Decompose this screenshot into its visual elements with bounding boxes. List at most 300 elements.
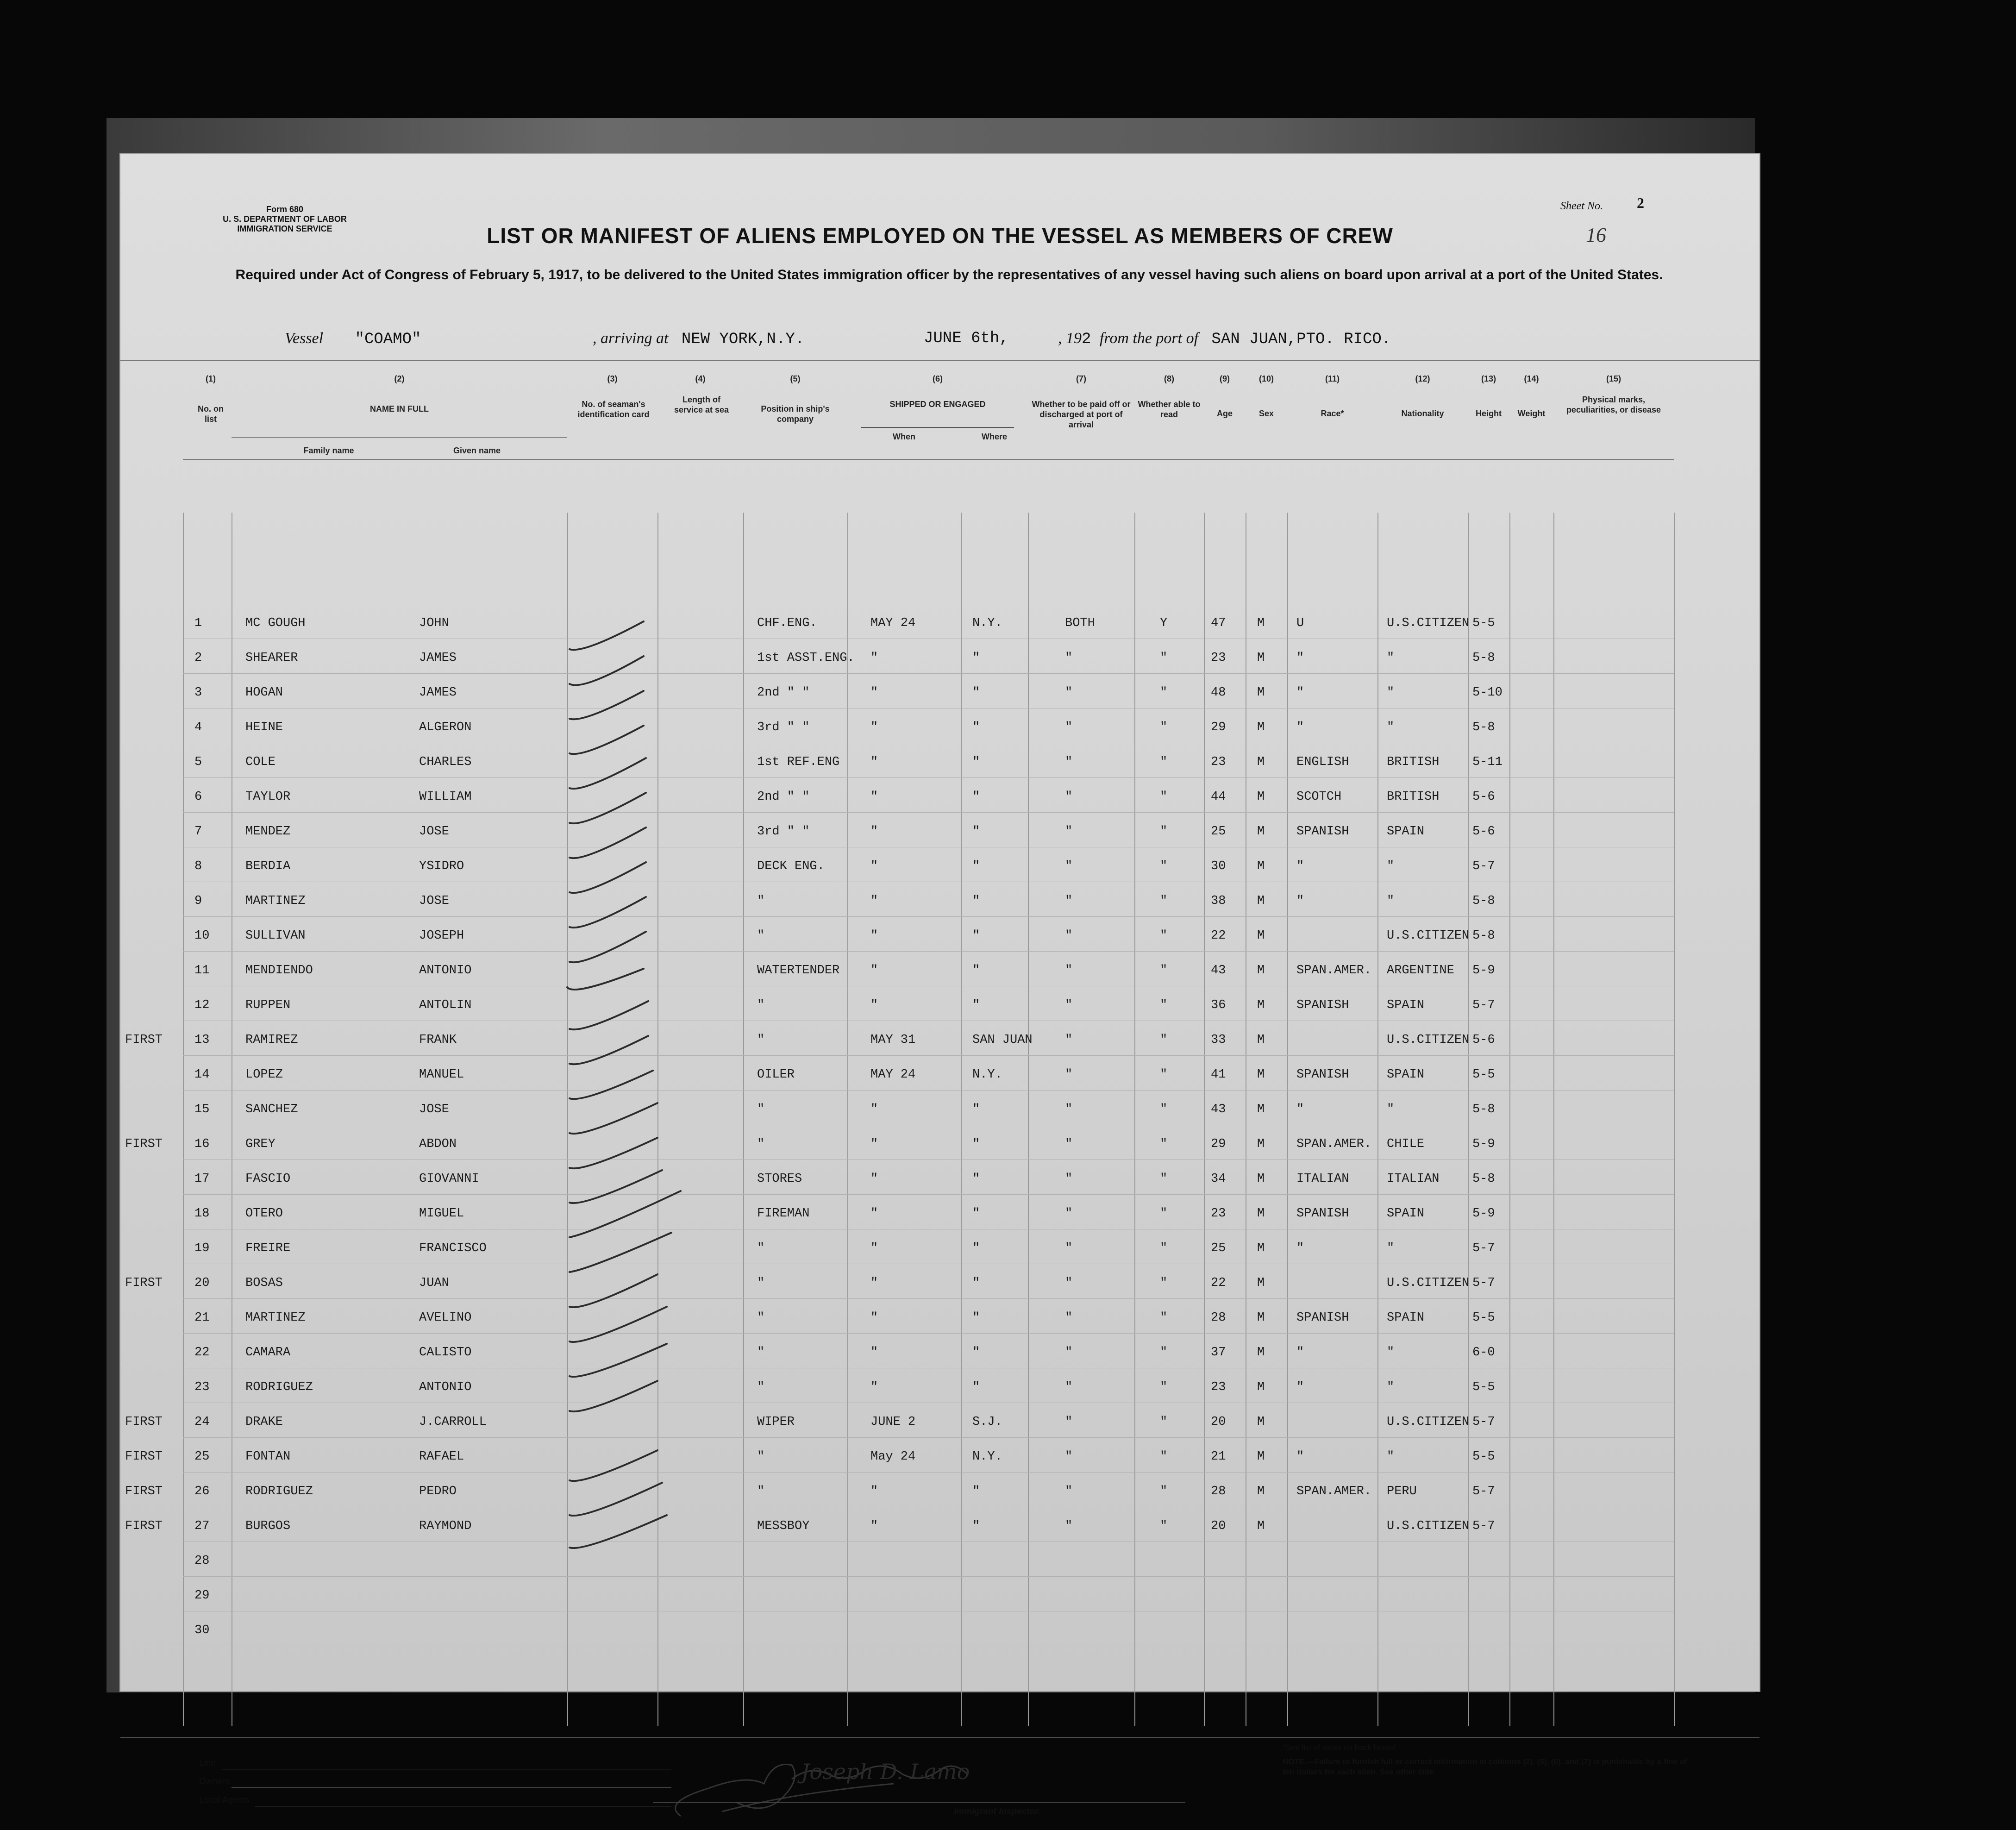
given-name: WILLIAM: [419, 790, 472, 804]
able-to-read: ": [1160, 1068, 1168, 1082]
height: 5-8: [1472, 1172, 1495, 1186]
height: 5-7: [1472, 1241, 1495, 1255]
shipped-when: ": [870, 721, 878, 734]
row-number: 7: [194, 825, 202, 839]
nationality: ": [1387, 1241, 1395, 1255]
header-height: Height: [1476, 409, 1502, 418]
position: ": [757, 1241, 765, 1255]
row-number: 6: [194, 790, 202, 804]
table-row: [120, 853, 1759, 888]
age: 29: [1211, 1137, 1226, 1151]
shipped-where: ": [972, 1311, 980, 1325]
nationality: U.S.CITIZEN: [1387, 1033, 1470, 1047]
row-number: 25: [194, 1450, 210, 1464]
row-number: 12: [194, 998, 210, 1012]
table-row: [120, 1096, 1759, 1131]
age: 34: [1211, 1172, 1226, 1186]
race: ": [1296, 1346, 1304, 1360]
header-physical-marks: Physical marks, peculiarities, or disease: [1566, 395, 1661, 414]
family-name: RAMIREZ: [245, 1033, 298, 1047]
row-number: 8: [194, 859, 202, 873]
age: 29: [1211, 721, 1226, 734]
age: 22: [1211, 1276, 1226, 1290]
shipped-when: ": [870, 1276, 878, 1290]
height: 5-10: [1472, 686, 1503, 700]
able-to-read: ": [1160, 1519, 1168, 1533]
height: 5-7: [1472, 1415, 1495, 1429]
family-name: LOPEZ: [245, 1068, 283, 1082]
nationality: SPAIN: [1387, 1207, 1425, 1221]
race: ": [1296, 1380, 1304, 1394]
header-weight: Weight: [1517, 409, 1546, 418]
family-name: CAMARA: [245, 1346, 291, 1360]
col-num-7: (7): [1076, 374, 1086, 383]
row-number: 2: [194, 651, 202, 665]
paid-off: ": [1065, 1311, 1073, 1325]
family-name: RODRIGUEZ: [245, 1485, 313, 1498]
family-name: GREY: [245, 1137, 275, 1151]
row-number: 17: [194, 1172, 210, 1186]
position: 1st REF.ENG: [757, 755, 840, 769]
header-family-name: Family name: [303, 446, 354, 455]
age: 20: [1211, 1519, 1226, 1533]
height: 5-5: [1472, 1311, 1495, 1325]
given-name: MIGUEL: [419, 1207, 464, 1221]
height: 5-11: [1472, 755, 1503, 769]
given-name: CALISTO: [419, 1346, 472, 1360]
sex: M: [1257, 1172, 1265, 1186]
height: 5-8: [1472, 651, 1495, 665]
position: ": [757, 998, 765, 1012]
able-to-read: ": [1160, 998, 1168, 1012]
form-number: Form 680: [266, 205, 304, 214]
age: 20: [1211, 1415, 1226, 1429]
given-name: JOSE: [419, 825, 449, 839]
paid-off: BOTH: [1065, 616, 1095, 630]
row-number: 24: [194, 1415, 210, 1429]
row-number: 9: [194, 894, 202, 908]
race: ": [1296, 651, 1304, 665]
family-name: RUPPEN: [245, 998, 291, 1012]
col-num-2: (2): [394, 374, 405, 383]
year-suffix: 2: [1082, 331, 1091, 348]
shipped-when: ": [870, 1103, 878, 1116]
able-to-read: ": [1160, 1311, 1168, 1325]
age: 43: [1211, 1103, 1226, 1116]
age: 25: [1211, 825, 1226, 839]
sex: M: [1257, 1311, 1265, 1325]
table-row: [120, 992, 1759, 1027]
paid-off: ": [1065, 1276, 1073, 1290]
position: ": [757, 1276, 765, 1290]
race: SPANISH: [1296, 1068, 1349, 1082]
family-name: SULLIVAN: [245, 929, 306, 943]
line-label: Line: [199, 1758, 216, 1768]
position: ": [757, 1346, 765, 1360]
sex: M: [1257, 1068, 1265, 1082]
race: SPAN.AMER.: [1296, 1485, 1372, 1498]
nationality: ": [1387, 1103, 1395, 1116]
paid-off: ": [1065, 998, 1073, 1012]
table-row: [120, 1131, 1759, 1166]
family-name: FONTAN: [245, 1450, 291, 1464]
sheet-label: Sheet No.: [1560, 200, 1603, 212]
race: ": [1296, 1450, 1304, 1464]
able-to-read: ": [1160, 721, 1168, 734]
table-row: [120, 645, 1759, 679]
height: 5-5: [1472, 1450, 1495, 1464]
table-row: [120, 1339, 1759, 1374]
family-name: FASCIO: [245, 1172, 291, 1186]
given-name: J.CARROLL: [419, 1415, 487, 1429]
age: 28: [1211, 1485, 1226, 1498]
able-to-read: ": [1160, 651, 1168, 665]
sex: M: [1257, 1241, 1265, 1255]
shipped-where: ": [972, 1137, 980, 1151]
inspector-label: Immigrant Inspector.: [954, 1807, 1040, 1817]
paid-off: ": [1065, 1415, 1073, 1429]
position: FIREMAN: [757, 1207, 810, 1221]
header-when: When: [893, 432, 915, 441]
sex: M: [1257, 1033, 1265, 1047]
paid-off: ": [1065, 721, 1073, 734]
position: DECK ENG.: [757, 859, 825, 873]
race: SPANISH: [1296, 1311, 1349, 1325]
from-label: from the port of: [1099, 330, 1199, 347]
given-name: MANUEL: [419, 1068, 464, 1082]
paid-off: ": [1065, 894, 1073, 908]
paid-off: ": [1065, 686, 1073, 700]
header-given-name: Given name: [453, 446, 501, 455]
position: 2nd " ": [757, 790, 810, 804]
position: WIPER: [757, 1415, 795, 1429]
row-number: 22: [194, 1346, 210, 1360]
row-note: FIRST: [125, 1033, 163, 1047]
given-name: ABDON: [419, 1137, 457, 1151]
family-name: SHEARER: [245, 651, 298, 665]
shipped-where: ": [972, 651, 980, 665]
height: 5-7: [1472, 1519, 1495, 1533]
col-num-6: (6): [933, 374, 943, 383]
age: 22: [1211, 929, 1226, 943]
nationality: PERU: [1387, 1485, 1417, 1498]
paid-off: ": [1065, 1068, 1073, 1082]
row-number: 21: [194, 1311, 210, 1325]
given-name: RAYMOND: [419, 1519, 472, 1533]
given-name: AVELINO: [419, 1311, 472, 1325]
height: 5-5: [1472, 616, 1495, 630]
header-where: Where: [981, 432, 1007, 441]
shipped-when: ": [870, 686, 878, 700]
col-num-8: (8): [1164, 374, 1174, 383]
position: ": [757, 894, 765, 908]
shipped-when: ": [870, 1311, 878, 1325]
family-name: MENDIENDO: [245, 964, 313, 978]
header-id-card: No. of seaman's identification card: [577, 400, 650, 419]
age: 30: [1211, 859, 1226, 873]
header-position: Position in ship's company: [761, 404, 830, 424]
arriving-label: , arriving at: [593, 330, 669, 347]
nationality: ": [1387, 1346, 1395, 1360]
age: 33: [1211, 1033, 1226, 1047]
vessel-label: Vessel: [285, 330, 324, 347]
family-name: DRAKE: [245, 1415, 283, 1429]
sex: M: [1257, 825, 1265, 839]
age: 23: [1211, 755, 1226, 769]
table-row: [120, 1027, 1759, 1061]
family-name: COLE: [245, 755, 275, 769]
race: SPAN.AMER.: [1296, 1137, 1372, 1151]
shipped-where: N.Y.: [972, 1068, 1002, 1082]
nationality: SPAIN: [1387, 1068, 1425, 1082]
able-to-read: ": [1160, 859, 1168, 873]
row-number: 23: [194, 1380, 210, 1394]
position: ": [757, 1311, 765, 1325]
height: 5-8: [1472, 721, 1495, 734]
shipped-where: ": [972, 859, 980, 873]
col-num-15: (15): [1606, 374, 1621, 383]
header-race: Race*: [1321, 409, 1344, 418]
age: 48: [1211, 686, 1226, 700]
race: ": [1296, 894, 1304, 908]
position: ": [757, 1450, 765, 1464]
able-to-read: ": [1160, 825, 1168, 839]
sex: M: [1257, 651, 1265, 665]
shipped-where: SAN JUAN: [972, 1033, 1033, 1047]
able-to-read: ": [1160, 894, 1168, 908]
given-name: ANTONIO: [419, 1380, 472, 1394]
shipped-where: ": [972, 929, 980, 943]
sex: M: [1257, 1519, 1265, 1533]
paid-off: ": [1065, 825, 1073, 839]
year-prefix: , 19: [1058, 330, 1082, 347]
sex: M: [1257, 686, 1265, 700]
able-to-read: ": [1160, 790, 1168, 804]
age: 44: [1211, 790, 1226, 804]
department-name: U. S. DEPARTMENT OF LABOR: [223, 214, 347, 224]
able-to-read: ": [1160, 1415, 1168, 1429]
shipped-where: ": [972, 1380, 980, 1394]
given-name: JOHN: [419, 616, 449, 630]
given-name: JUAN: [419, 1276, 449, 1290]
paid-off: ": [1065, 790, 1073, 804]
shipped-when: ": [870, 1346, 878, 1360]
sex: M: [1257, 1450, 1265, 1464]
given-name: JAMES: [419, 651, 457, 665]
header-length-service: Length of service at sea: [674, 395, 729, 414]
family-name: BERDIA: [245, 859, 291, 873]
family-name: SANCHEZ: [245, 1103, 298, 1116]
sex: M: [1257, 859, 1265, 873]
check-marks-icon: [565, 617, 685, 1580]
sex: M: [1257, 1380, 1265, 1394]
row-number: 29: [194, 1589, 210, 1603]
nationality: ": [1387, 1380, 1395, 1394]
nationality: ": [1387, 1450, 1395, 1464]
table-row: [120, 1513, 1759, 1548]
row-number: 20: [194, 1276, 210, 1290]
row-number: 10: [194, 929, 210, 943]
header-paid-off: Whether to be paid off or discharged at port of arrival: [1032, 400, 1131, 429]
family-name: MENDEZ: [245, 825, 291, 839]
shipped-where: ": [972, 1241, 980, 1255]
nationality: U.S.CITIZEN: [1387, 616, 1470, 630]
col-num-9: (9): [1220, 374, 1230, 383]
race: ": [1296, 1241, 1304, 1255]
able-to-read: ": [1160, 964, 1168, 978]
shipped-where: ": [972, 1346, 980, 1360]
height: 5-7: [1472, 998, 1495, 1012]
vessel-name: "COAMO": [355, 331, 421, 348]
paid-off: ": [1065, 1172, 1073, 1186]
nationality: BRITISH: [1387, 790, 1440, 804]
given-name: CHARLES: [419, 755, 472, 769]
shipped-where: N.Y.: [972, 1450, 1002, 1464]
height: 5-6: [1472, 790, 1495, 804]
local-agents-label: Local Agents: [199, 1795, 250, 1805]
given-name: ALGERON: [419, 721, 472, 734]
col-num-14: (14): [1524, 374, 1539, 383]
header-sex: Sex: [1258, 409, 1274, 418]
sex: M: [1257, 1103, 1265, 1116]
table-row: [120, 1166, 1759, 1200]
position: MESSBOY: [757, 1519, 810, 1533]
given-name: ANTOLIN: [419, 998, 472, 1012]
table-row: [120, 1304, 1759, 1339]
family-name: MC GOUGH: [245, 616, 306, 630]
family-name: FREIRE: [245, 1241, 291, 1255]
position: ": [757, 1485, 765, 1498]
age: 23: [1211, 651, 1226, 665]
row-number: 26: [194, 1485, 210, 1498]
fine-note: NOTE.—Failure to furnish full or correct information in columns (2), (5), (6), and (7) is punishable by a fine of ten dollars for each alien. See other side.: [1283, 1757, 1687, 1776]
sex: M: [1257, 721, 1265, 734]
paid-off: ": [1065, 1137, 1073, 1151]
shipped-where: ": [972, 1207, 980, 1221]
table-row: [120, 1582, 1759, 1617]
vessel-line: [285, 330, 421, 348]
paid-off: ": [1065, 1241, 1073, 1255]
height: 5-8: [1472, 929, 1495, 943]
col-num-10: (10): [1258, 374, 1274, 383]
race: SPAN.AMER.: [1296, 964, 1372, 978]
header-name-in-full: NAME IN FULL: [370, 404, 429, 414]
shipped-when: ": [870, 1207, 878, 1221]
race: ITALIAN: [1296, 1172, 1349, 1186]
paid-off: ": [1065, 1033, 1073, 1047]
shipped-when: ": [870, 755, 878, 769]
given-name: FRANCISCO: [419, 1241, 487, 1255]
race: SPANISH: [1296, 1207, 1349, 1221]
row-note: FIRST: [125, 1137, 163, 1151]
shipped-when: ": [870, 1519, 878, 1533]
nationality: ": [1387, 894, 1395, 908]
paid-off: ": [1065, 651, 1073, 665]
family-name: HEINE: [245, 721, 283, 734]
shipped-when: MAY 24: [870, 1068, 916, 1082]
position: OILER: [757, 1068, 795, 1082]
row-number: 15: [194, 1103, 210, 1116]
able-to-read: Y: [1160, 616, 1168, 630]
race: SCOTCH: [1296, 790, 1342, 804]
table-row: [120, 714, 1759, 749]
able-to-read: ": [1160, 1276, 1168, 1290]
row-number: 30: [194, 1623, 210, 1637]
sex: M: [1257, 964, 1265, 978]
from-port: SAN JUAN,PTO. RICO.: [1211, 331, 1391, 348]
able-to-read: ": [1160, 929, 1168, 943]
owners-label: Owners: [199, 1777, 230, 1786]
shipped-where: ": [972, 964, 980, 978]
shipped-when: ": [870, 894, 878, 908]
service-name: IMMIGRATION SERVICE: [237, 224, 332, 233]
sex: M: [1257, 894, 1265, 908]
races-note: *See list of races on back hereof.: [1283, 1743, 1398, 1752]
nationality: ARGENTINE: [1387, 964, 1454, 978]
position: ": [757, 1380, 765, 1394]
given-name: ANTONIO: [419, 964, 472, 978]
paid-off: ": [1065, 1380, 1073, 1394]
age: 43: [1211, 964, 1226, 978]
shipped-where: S.J.: [972, 1415, 1002, 1429]
position: 3rd " ": [757, 825, 810, 839]
sex: M: [1257, 1346, 1265, 1360]
shipped-when: JUNE 2: [870, 1415, 916, 1429]
given-name: JOSE: [419, 1103, 449, 1116]
position: 1st ASST.ENG.: [757, 651, 855, 665]
row-number: 19: [194, 1241, 210, 1255]
nationality: U.S.CITIZEN: [1387, 1415, 1470, 1429]
document-title: LIST OR MANIFEST OF ALIENS EMPLOYED ON THE VESSEL AS MEMBERS OF CREW: [487, 224, 1393, 248]
shipped-when: ": [870, 1172, 878, 1186]
position: CHF.ENG.: [757, 616, 817, 630]
paid-off: ": [1065, 1519, 1073, 1533]
able-to-read: ": [1160, 1033, 1168, 1047]
arrival-date: JUNE 6th,: [924, 330, 1009, 347]
row-number: 5: [194, 755, 202, 769]
able-to-read: ": [1160, 1450, 1168, 1464]
age: 37: [1211, 1346, 1226, 1360]
shipped-when: MAY 31: [870, 1033, 916, 1047]
table-row: [120, 1200, 1759, 1235]
able-to-read: ": [1160, 1241, 1168, 1255]
svg-text:Joseph D. Lamo: Joseph D. Lamo: [801, 1759, 970, 1784]
family-name: TAYLOR: [245, 790, 291, 804]
shipped-when: ": [870, 1137, 878, 1151]
header-shipped-engaged: SHIPPED OR ENGAGED: [889, 400, 986, 409]
family-name: BOSAS: [245, 1276, 283, 1290]
row-number: 1: [194, 616, 202, 630]
given-name: FRANK: [419, 1033, 457, 1047]
row-number: 14: [194, 1068, 210, 1082]
nationality: SPAIN: [1387, 1311, 1425, 1325]
position: ": [757, 929, 765, 943]
shipped-where: ": [972, 1276, 980, 1290]
row-note: FIRST: [125, 1276, 163, 1290]
nationality: ": [1387, 686, 1395, 700]
header-able-read: Whether able to read: [1138, 400, 1201, 419]
manifest-sheet: [119, 153, 1760, 1817]
shipped-when: MAY 24: [870, 616, 916, 630]
row-number: 11: [194, 964, 210, 978]
nationality: ": [1387, 651, 1395, 665]
age: 38: [1211, 894, 1226, 908]
paid-off: ": [1065, 1207, 1073, 1221]
row-number: 27: [194, 1519, 210, 1533]
sex: M: [1257, 1415, 1265, 1429]
row-number: 28: [194, 1554, 210, 1568]
row-number: 4: [194, 721, 202, 734]
